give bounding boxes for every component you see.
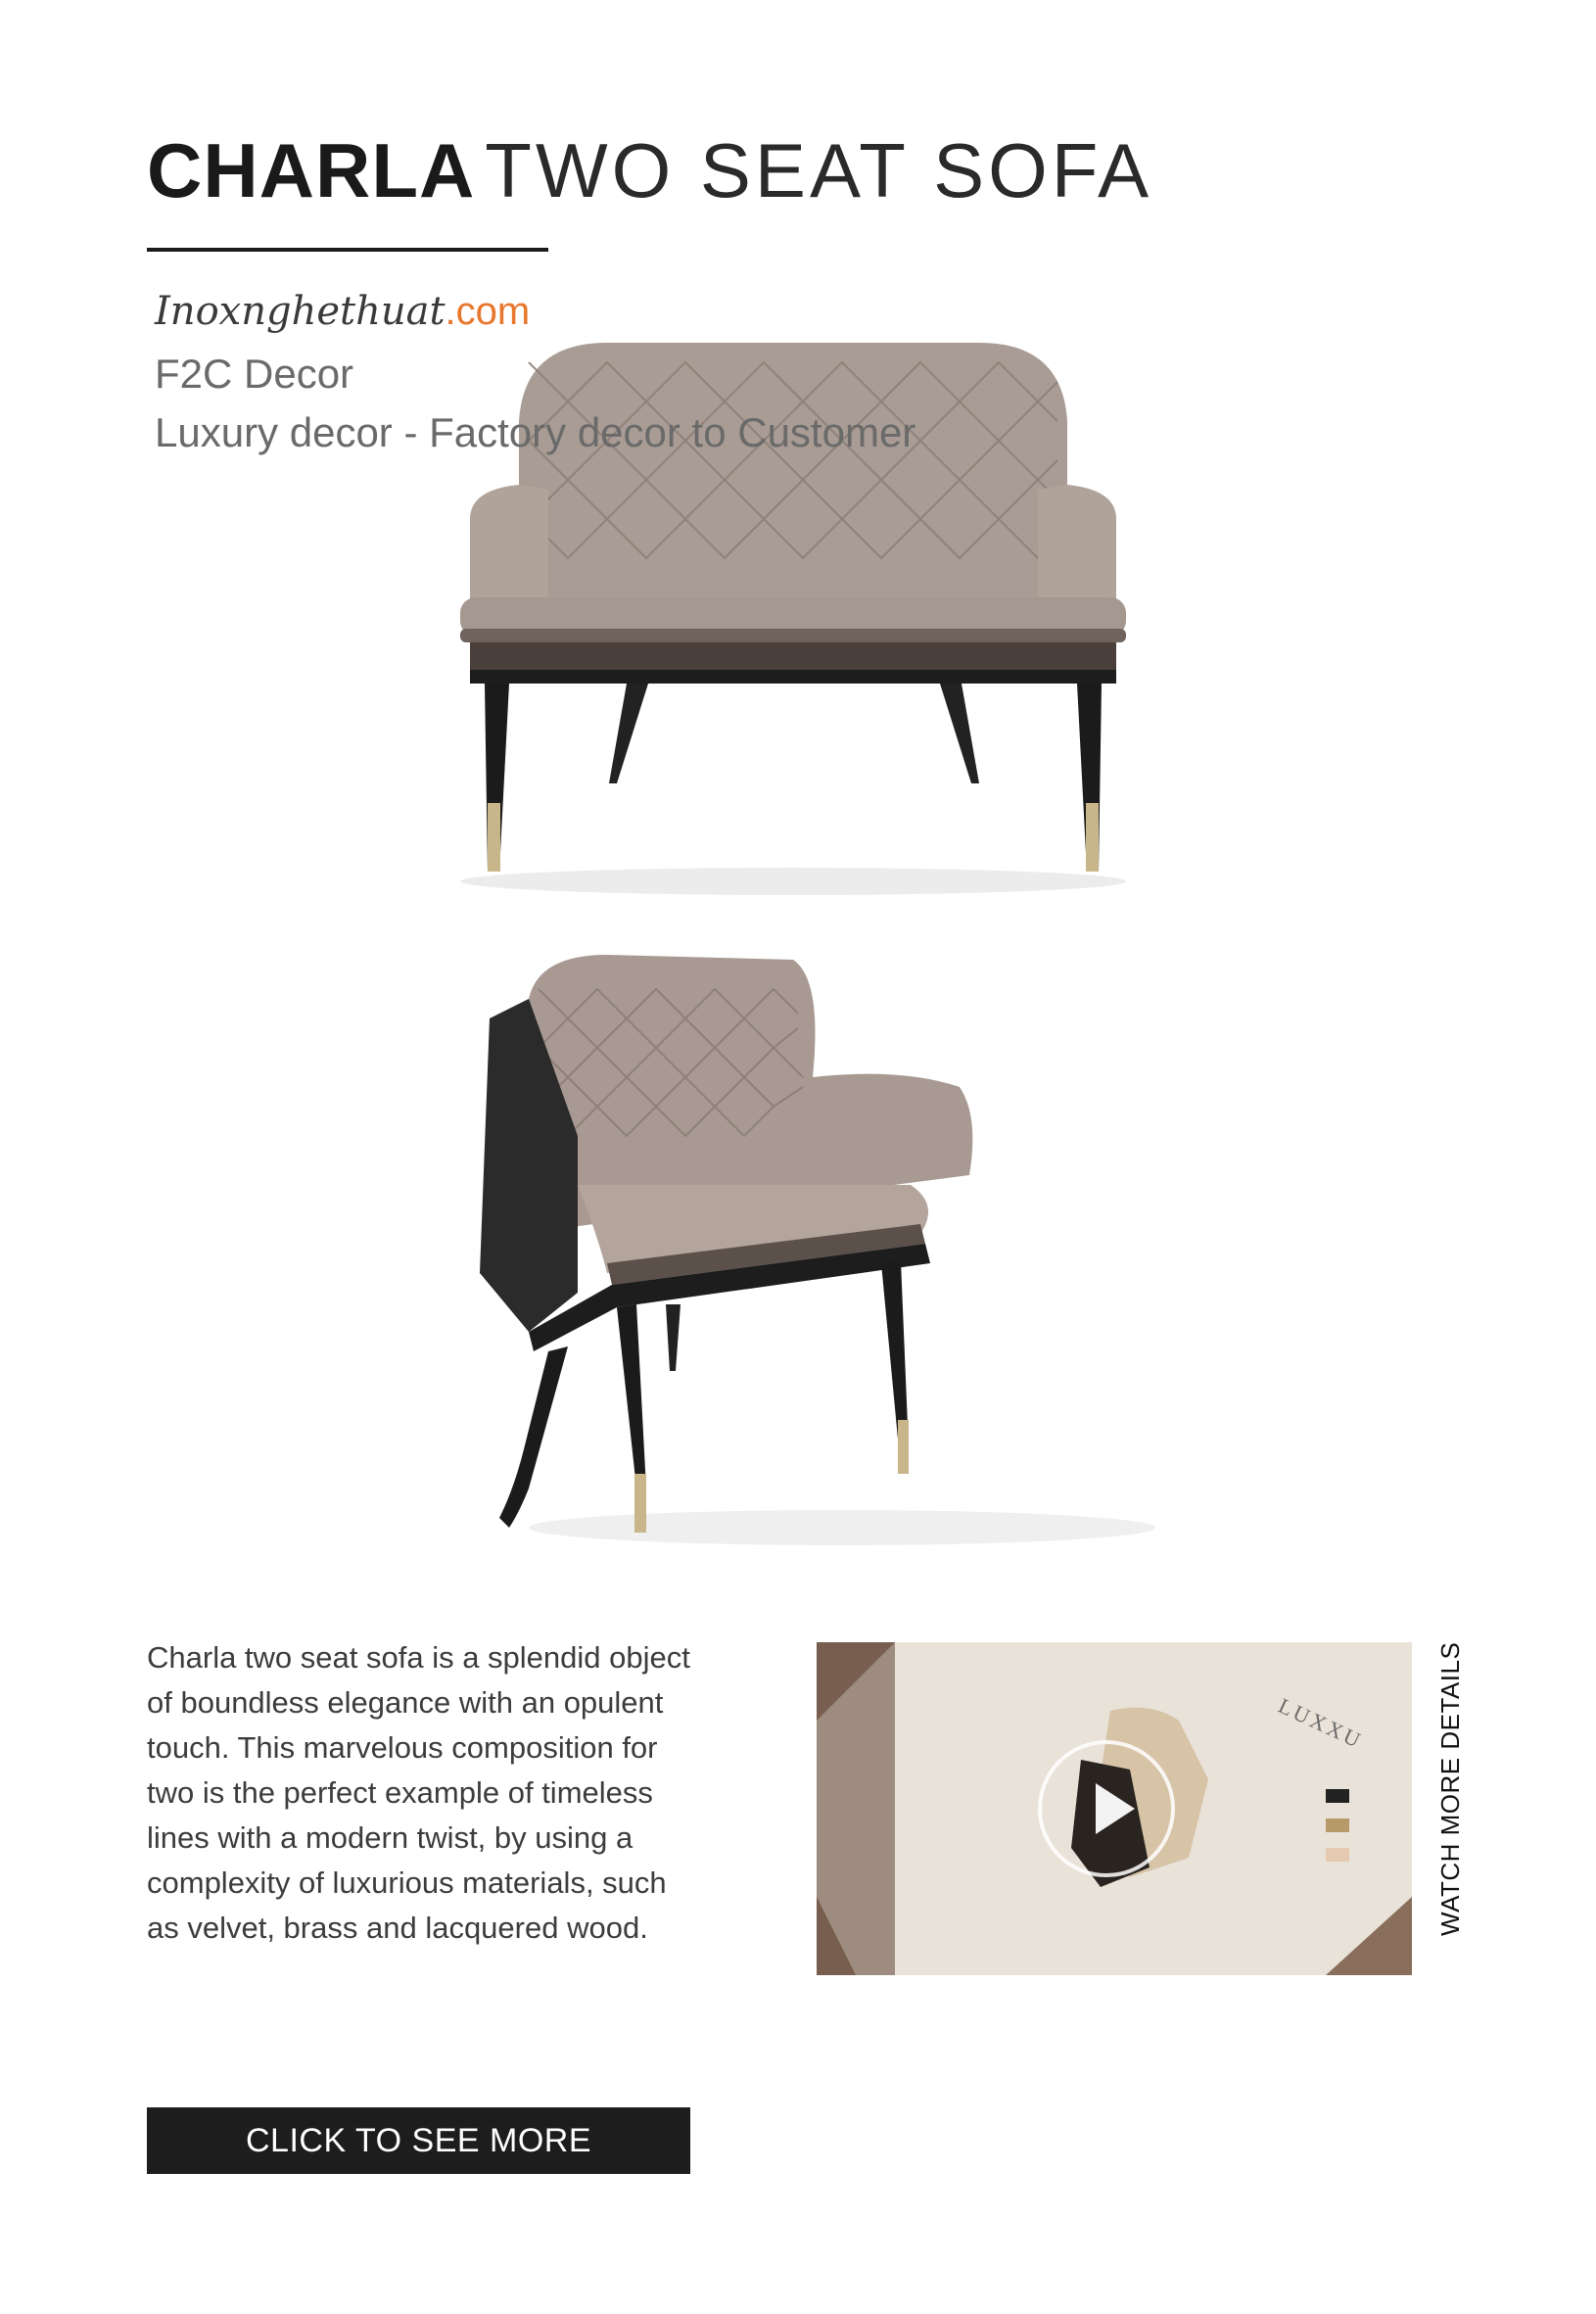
watermark-brand-script: Inoxnghethuat [155, 289, 446, 334]
play-button[interactable] [1038, 1740, 1175, 1877]
watermark-line-2: Luxury decor - Factory decor to Customer [155, 409, 916, 455]
page-title [147, 127, 1153, 213]
watermark-brand [155, 289, 530, 334]
watermark-brand-suffix: .com [445, 290, 531, 333]
title-product-type: TWO SEAT SOFA [485, 127, 1153, 213]
title-product-name: CHARLA [147, 127, 476, 213]
watch-more-details-link[interactable]: WATCH MORE DETAILS [1435, 1641, 1465, 1936]
sofa-angle-view-image [470, 940, 1175, 1567]
title-underline [147, 248, 548, 252]
watermark-line-1: F2C Decor [155, 351, 354, 397]
product-description: Charla two seat sofa is a splendid object of boundless elegance with an opulent touch. This marvelous composition for two is the perfect example of timeless lines with a modern twist, by using a complexity of luxurious materials, such as velvet, brass and lacquered wood. [147, 1640, 690, 1945]
click-to-see-more-button[interactable]: CLICK TO SEE MORE [147, 2107, 690, 2174]
video-brand-text: LUXXU [1274, 1692, 1367, 1754]
video-thumbnail[interactable] [817, 1642, 1412, 1975]
play-icon [1096, 1783, 1135, 1834]
